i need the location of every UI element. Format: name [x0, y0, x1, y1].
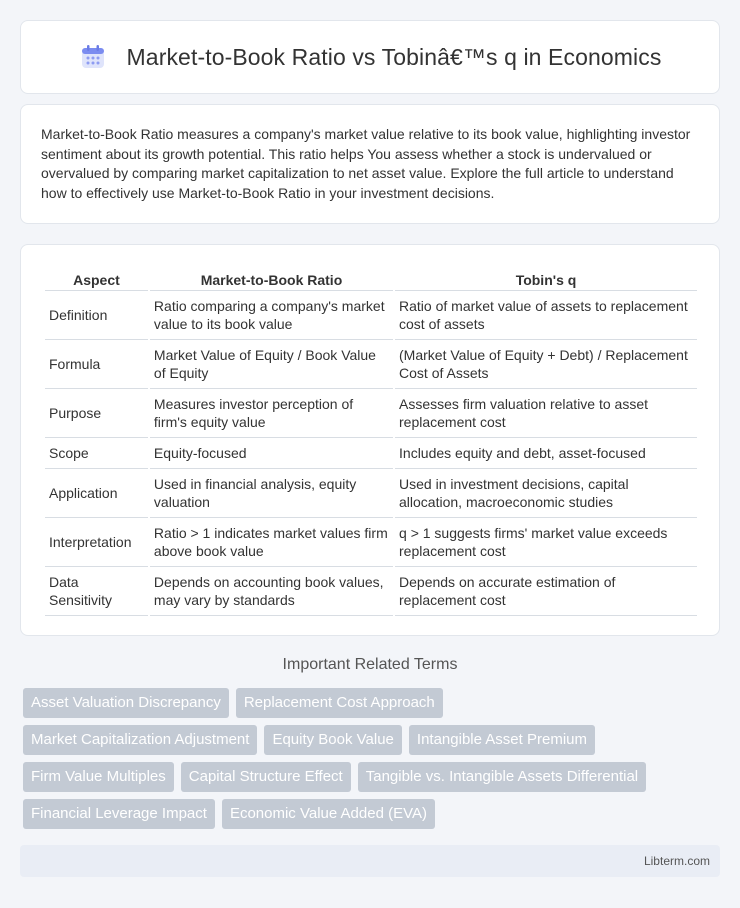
comparison-table-card — [20, 244, 720, 636]
row-market-to-book: Depends on accounting book values, may vary by standards — [150, 567, 393, 616]
title-card — [20, 20, 720, 94]
related-term-tag[interactable]: Intangible Asset Premium — [409, 725, 595, 755]
row-aspect: Definition — [45, 291, 148, 340]
row-aspect: Purpose — [45, 389, 148, 438]
table-row — [45, 340, 697, 389]
calendar-icon — [79, 43, 107, 71]
row-aspect: Scope — [45, 438, 148, 469]
tag-row — [23, 762, 723, 792]
related-term-tag[interactable]: Asset Valuation Discrepancy — [23, 688, 229, 718]
footer — [20, 845, 720, 877]
footer-site-link[interactable]: Libterm.com — [643, 854, 710, 868]
row-aspect: Formula — [45, 340, 148, 389]
related-terms-tags — [23, 688, 723, 836]
row-market-to-book: Ratio comparing a company's market value to its book value — [150, 291, 393, 340]
row-tobins-q: Used in investment decisions, capital allocation, macroeconomic studies — [395, 469, 697, 518]
related-term-tag[interactable]: Firm Value Multiples — [23, 762, 174, 792]
related-term-tag[interactable]: Replacement Cost Approach — [236, 688, 443, 718]
table-row — [45, 291, 697, 340]
intro-card — [20, 104, 720, 224]
table-header-row — [45, 265, 697, 291]
row-market-to-book: Used in financial analysis, equity valuation — [150, 469, 393, 518]
row-tobins-q: Assesses firm valuation relative to asset replacement cost — [395, 389, 697, 438]
row-tobins-q: Includes equity and debt, asset-focused — [395, 438, 697, 469]
header-market-to-book: Market-to-Book Ratio — [150, 265, 393, 291]
table-row — [45, 567, 697, 616]
table-row — [45, 469, 697, 518]
tag-row — [23, 725, 723, 755]
header-aspect: Aspect — [45, 265, 148, 291]
row-aspect: Interpretation — [45, 518, 148, 567]
tag-row — [23, 688, 723, 718]
row-market-to-book: Measures investor perception of firm's equity value — [150, 389, 393, 438]
related-term-tag[interactable]: Tangible vs. Intangible Assets Differential — [358, 762, 646, 792]
tag-row — [23, 799, 723, 829]
row-market-to-book: Equity-focused — [150, 438, 393, 469]
page-title: Market-to-Book Ratio vs Tobinâ€™s q in Economics — [126, 43, 662, 70]
intro-text: Market-to-Book Ratio measures a company's market value relative to its book value, highlighting investor sentiment about its growth potential. This ratio helps You assess whether a stock is undervalued or overvalued by comparing market capitalization to net asset value. Explore the full article to understand how to effectively use Market-to-Book Ratio in your investment decisions. — [41, 126, 691, 201]
row-tobins-q: q > 1 suggests firms' market value exceeds replacement cost — [395, 518, 697, 567]
related-terms-heading: Important Related Terms — [282, 656, 458, 673]
related-term-tag[interactable]: Market Capitalization Adjustment — [23, 725, 257, 755]
table-row — [45, 438, 697, 469]
related-term-tag[interactable]: Capital Structure Effect — [181, 762, 351, 792]
row-tobins-q: Depends on accurate estimation of replacement cost — [395, 567, 697, 616]
related-term-tag[interactable]: Economic Value Added (EVA) — [222, 799, 435, 829]
row-aspect: Application — [45, 469, 148, 518]
row-market-to-book: Ratio > 1 indicates market values firm above book value — [150, 518, 393, 567]
related-term-tag[interactable]: Equity Book Value — [264, 725, 401, 755]
table-row — [45, 518, 697, 567]
row-aspect: Data Sensitivity — [45, 567, 148, 616]
related-term-tag[interactable]: Financial Leverage Impact — [23, 799, 215, 829]
row-tobins-q: Ratio of market value of assets to replacement cost of assets — [395, 291, 697, 340]
table-row — [45, 389, 697, 438]
comparison-table — [43, 265, 699, 616]
header-tobins-q: Tobin's q — [395, 265, 697, 291]
row-market-to-book: Market Value of Equity / Book Value of Equity — [150, 340, 393, 389]
row-tobins-q: (Market Value of Equity + Debt) / Replacement Cost of Assets — [395, 340, 697, 389]
